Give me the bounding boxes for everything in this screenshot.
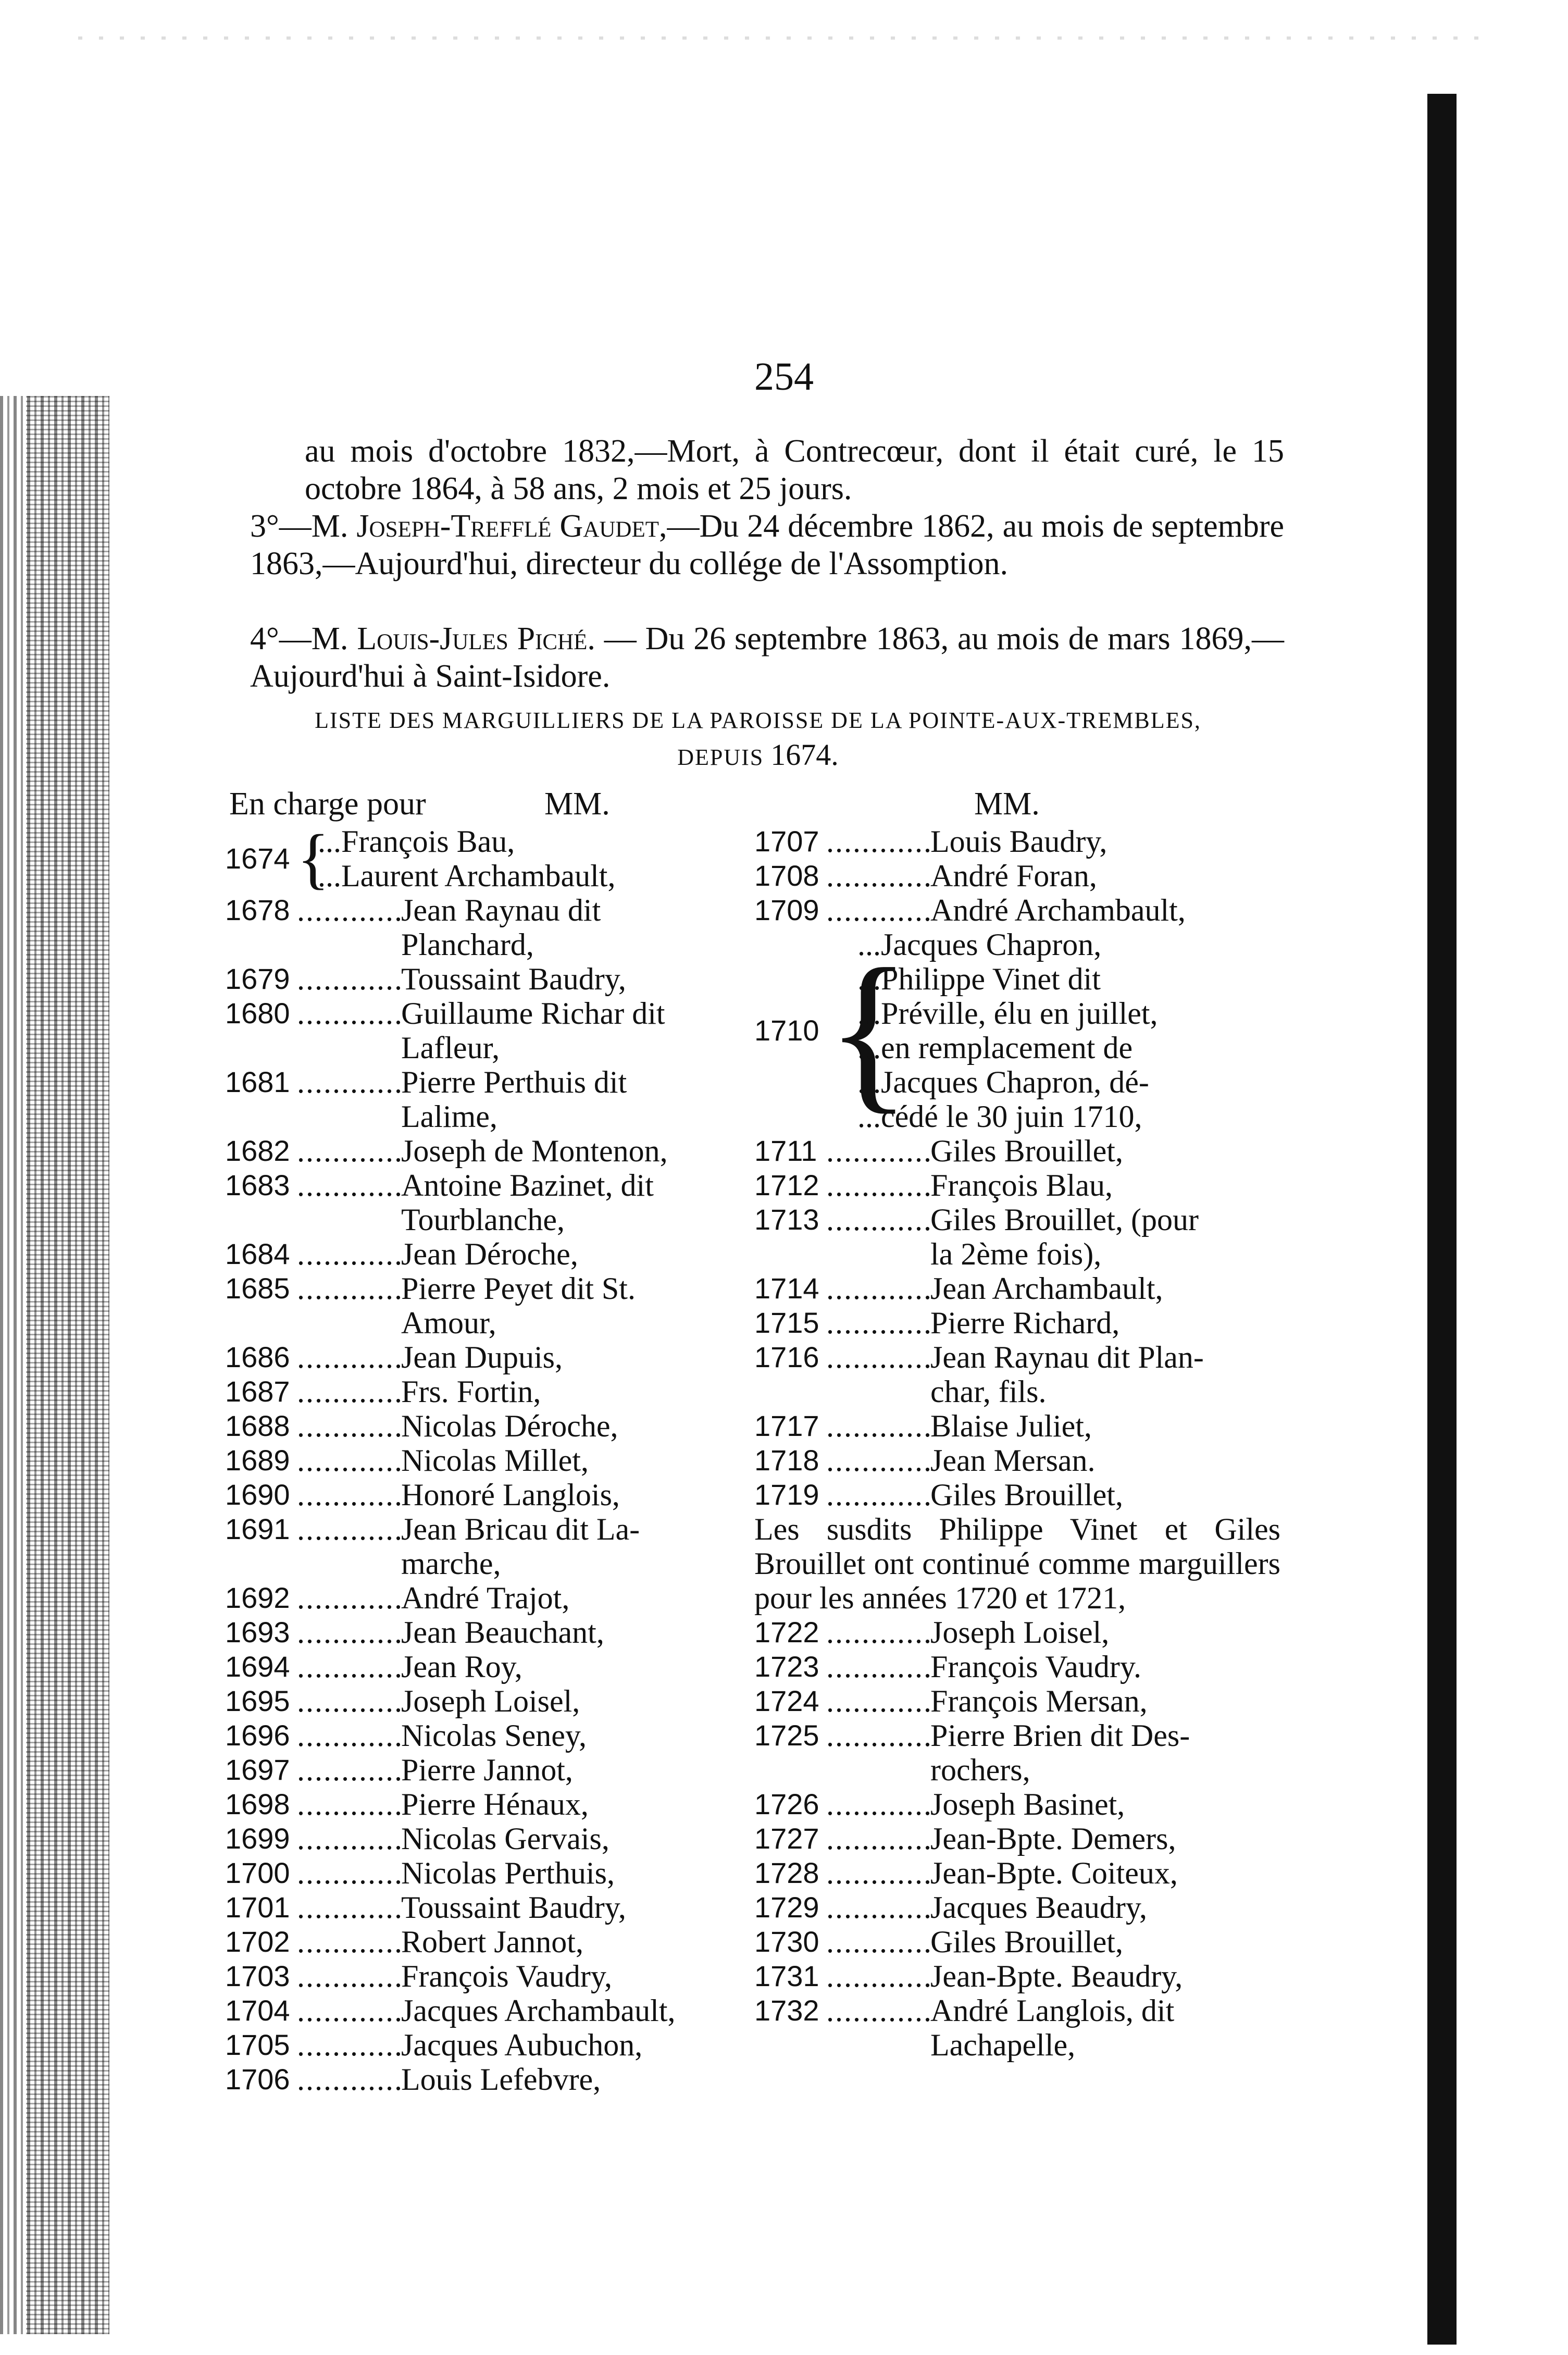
- leader-dots: [297, 1512, 401, 1546]
- ledger-name: Nicolas Gervais,: [401, 1821, 609, 1856]
- ledger-year: 1698: [225, 1788, 290, 1820]
- leader-dots: [826, 1718, 930, 1753]
- ledger-year: 1699: [225, 1822, 290, 1855]
- scan-border-left-texture: [26, 396, 109, 2334]
- right-ledger-rows-a: [754, 824, 1280, 927]
- ledger-year: 1682: [225, 1134, 290, 1167]
- ledger-name: Giles Brouillet,: [930, 1134, 1123, 1168]
- ledger-name: Jacques Beaudry,: [930, 1890, 1147, 1925]
- ledger-year: 1714: [754, 1272, 819, 1305]
- ledger-name: André Langlois, dit: [930, 1993, 1175, 2028]
- left-ledger-column: [225, 821, 798, 2097]
- ledger-name: André Trajot,: [401, 1581, 570, 1615]
- group-1710-row: ...Préville, élu en juillet,: [857, 996, 1158, 1031]
- ledger-name: Frs. Fortin,: [401, 1374, 541, 1409]
- ledger-year: 1695: [225, 1684, 290, 1717]
- ledger-row: [225, 1340, 798, 1374]
- item-4: [250, 620, 1284, 695]
- group-1710-row: ...Jacques Chapron, dé-: [857, 1065, 1149, 1099]
- ledger-name: Jean Mersan.: [930, 1443, 1096, 1478]
- group-1710-row: ...Philippe Vinet dit: [857, 962, 1101, 996]
- leader-dots: [297, 1718, 401, 1753]
- ledger-year: 1684: [225, 1237, 290, 1270]
- group-1710-row: ...en remplacement de: [857, 1031, 1133, 1065]
- group-1710: [754, 927, 1280, 1134]
- ledger-name: Toussaint Baudry,: [401, 962, 626, 996]
- ledger-row: [754, 1203, 1280, 1237]
- leader-dots: [297, 1478, 401, 1512]
- leader-dots: [297, 1134, 401, 1168]
- leader-dots: [826, 1890, 930, 1925]
- leader-dots: [826, 893, 930, 927]
- item-3-name: Joseph-Trefflé Gaudet: [356, 509, 659, 544]
- leader-dots: [297, 2062, 401, 2097]
- ledger-year: 1724: [754, 1684, 819, 1717]
- ledger-year: 1719: [754, 1478, 819, 1511]
- ledger-row: [225, 1993, 798, 2028]
- ledger-row: [225, 962, 798, 996]
- ledger-year: 1718: [754, 1444, 819, 1477]
- ledger-row: [754, 1821, 1280, 1856]
- group-1674-names: [318, 824, 798, 893]
- right-ledger-rows-c: [754, 1615, 1280, 2062]
- leader-dots: [297, 1684, 401, 1718]
- list-heading: [229, 703, 1287, 775]
- ledger-name: Joseph Loisel,: [401, 1684, 580, 1718]
- ledger-name: Nicolas Déroche,: [401, 1409, 618, 1443]
- ledger-year: 1691: [225, 1513, 290, 1545]
- list-heading-year: 1674.: [770, 738, 839, 772]
- leader-dots: [826, 1478, 930, 1512]
- ledger-row: [754, 1925, 1280, 1959]
- ledger-name: Joseph Loisel,: [930, 1615, 1110, 1650]
- leader-dots: [297, 1821, 401, 1856]
- ledger-year: 1696: [225, 1719, 290, 1752]
- ledger-year: 1707: [754, 825, 819, 858]
- ledger-year: 1729: [754, 1891, 819, 1924]
- group-1710-names: [857, 927, 1280, 1134]
- ledger-name: Pierre Peyet dit St.: [401, 1271, 636, 1306]
- ledger-row: [225, 1650, 798, 1684]
- leader-dots: [826, 1271, 930, 1306]
- ledger-name: Pierre Hénaux,: [401, 1787, 589, 1821]
- ledger-name: Louis Baudry,: [930, 824, 1107, 859]
- item-4-name: Louis-Jules Piché: [357, 621, 588, 656]
- ledger-row: [754, 1443, 1280, 1478]
- ledger-year: 1723: [754, 1650, 819, 1683]
- group-1674: [225, 821, 798, 896]
- ledger-name: Nicolas Perthuis,: [401, 1856, 615, 1890]
- leader-dots: [826, 824, 930, 859]
- ledger-name: Jean-Bpte. Demers,: [930, 1821, 1176, 1856]
- ledger-row: [754, 1134, 1280, 1168]
- ledger-row: [225, 1718, 798, 1753]
- ledger-name: François Mersan,: [930, 1684, 1148, 1718]
- ledger-year: 1694: [225, 1650, 290, 1683]
- ledger-row: [754, 1959, 1280, 1993]
- ledger-row: [754, 1168, 1280, 1203]
- scan-top-specks: [78, 36, 1485, 40]
- ledger-year: 1697: [225, 1753, 290, 1786]
- ledger-row: [754, 1890, 1280, 1925]
- ledger-year: 1730: [754, 1925, 819, 1958]
- leader-dots: [297, 1271, 401, 1306]
- leader-dots: [297, 2028, 401, 2062]
- leader-dots: [297, 996, 401, 1031]
- intro-line-1: au mois d'octobre 1832,—Mort, à Contrecœur, dont il était curé, le 15 octobre 1864, à 58 ans, 2 mois et 25 jours.: [305, 433, 1284, 506]
- list-heading-line-2: [229, 738, 1287, 775]
- right-ledger-rows-b: [754, 1134, 1280, 1512]
- leader-dots: [826, 1443, 930, 1478]
- ledger-row: [225, 1753, 798, 1787]
- ledger-year: 1726: [754, 1788, 819, 1820]
- ledger-row: [754, 859, 1280, 893]
- ledger-year: 1728: [754, 1856, 819, 1889]
- leader-dots: [297, 1443, 401, 1478]
- page-number: 254: [754, 355, 814, 399]
- ledger-name: Antoine Bazinet, dit: [401, 1168, 654, 1203]
- leader-dots: [297, 962, 401, 996]
- leader-dots: [297, 1993, 401, 2028]
- ledger-row: [225, 1821, 798, 1856]
- header-mm-left: MM.: [544, 786, 610, 822]
- ledger-name-continuation: Lachapelle,: [930, 2028, 1076, 2062]
- leader-dots: [297, 1168, 401, 1203]
- ledger-name: Joseph Basinet,: [930, 1787, 1125, 1821]
- ledger-row: [754, 1409, 1280, 1443]
- ledger-year: 1712: [754, 1169, 819, 1201]
- ledger-name: Pierre Perthuis dit: [401, 1065, 627, 1099]
- leader-dots: [826, 1203, 930, 1237]
- ledger-name: Honoré Langlois,: [401, 1478, 620, 1512]
- ledger-row: [754, 824, 1280, 859]
- ledger-year: 1731: [754, 1960, 819, 1992]
- ledger-row: [225, 1856, 798, 1890]
- ledger-row: [225, 1168, 798, 1203]
- ledger-year: 1722: [754, 1616, 819, 1648]
- ledger-name: Guillaume Richar dit: [401, 996, 665, 1031]
- ledger-row: [754, 1684, 1280, 1718]
- ledger-year: 1692: [225, 1581, 290, 1614]
- leader-dots: [826, 1340, 930, 1374]
- ledger-name-continuation: marche,: [401, 1546, 501, 1581]
- ledger-name: Pierre Jannot,: [401, 1753, 573, 1787]
- ledger-year: 1679: [225, 962, 290, 995]
- ledger-year: 1693: [225, 1616, 290, 1648]
- ledger-name: Jean Déroche,: [401, 1237, 578, 1271]
- ledger-name: Jean Beauchant,: [401, 1615, 604, 1650]
- leader-dots: [297, 1065, 401, 1099]
- ledger-year: 1690: [225, 1478, 290, 1511]
- ledger-name: Louis Lefebvre,: [401, 2062, 601, 2097]
- group-1674-row: ...Laurent Archambault,: [318, 859, 616, 893]
- ledger-row: [225, 1890, 798, 1925]
- ledger-name: Joseph de Montenon,: [401, 1134, 668, 1168]
- ledger-name: Jacques Archambault,: [401, 1993, 676, 2028]
- leader-dots: [826, 859, 930, 893]
- ledger-year: 1689: [225, 1444, 290, 1477]
- ledger-row: [225, 1409, 798, 1443]
- ledger-name: François Vaudry.: [930, 1650, 1141, 1684]
- left-ledger-rows: [225, 893, 798, 2097]
- ledger-row: [225, 1684, 798, 1718]
- ledger-row: [754, 1615, 1280, 1650]
- leader-dots: [826, 1168, 930, 1203]
- item-4-number: 4°—M.: [250, 621, 357, 656]
- ledger-note: Les susdits Philippe Vinet et Giles Brouillet ont continué comme marguillers pour les années 1720 et 1721,: [754, 1512, 1280, 1615]
- leader-dots: [826, 1959, 930, 1993]
- ledger-row: [754, 1306, 1280, 1340]
- ledger-name-continuation: Planchard,: [401, 927, 534, 962]
- ledger-name-continuation: Tourblanche,: [401, 1203, 565, 1237]
- ledger-name: Pierre Richard,: [930, 1306, 1120, 1340]
- ledger-name: Jean Raynau dit: [401, 893, 601, 927]
- ledger-name: Giles Brouillet,: [930, 1478, 1123, 1512]
- ledger-name: André Foran,: [930, 859, 1097, 893]
- ledger-name: François Vaudry,: [401, 1959, 612, 1993]
- ledger-year: 1683: [225, 1169, 290, 1201]
- ledger-year: 1681: [225, 1065, 290, 1098]
- leader-dots: [826, 1134, 930, 1168]
- leader-dots: [297, 1650, 401, 1684]
- ledger-row: [225, 1478, 798, 1512]
- ledger-row: [225, 1512, 798, 1546]
- ledger-year: 1715: [754, 1306, 819, 1339]
- item-3: [250, 507, 1284, 582]
- ledger-row: [754, 1718, 1280, 1753]
- ledger-year: 1704: [225, 1994, 290, 2027]
- ledger-row: [225, 1443, 798, 1478]
- item-3-text: ,—Du 24 décembre 1862, au mois de septembre 1863,—Aujourd'hui, directeur du collége de l'Assomption.: [250, 509, 1285, 581]
- ledger-name: Jacques Aubuchon,: [401, 2028, 643, 2062]
- leader-dots: [297, 1890, 401, 1925]
- ledger-row: [754, 1478, 1280, 1512]
- leader-dots: [826, 1409, 930, 1443]
- leader-dots: [826, 1650, 930, 1684]
- leader-dots: [826, 1684, 930, 1718]
- ledger-row: [225, 1374, 798, 1409]
- leader-dots: [297, 1237, 401, 1271]
- ledger-year: 1732: [754, 1994, 819, 2027]
- ledger-row: [754, 1856, 1280, 1890]
- ledger-year: 1708: [754, 859, 819, 892]
- ledger-name: Toussaint Baudry,: [401, 1890, 626, 1925]
- ledger-year: 1717: [754, 1409, 819, 1442]
- leader-dots: [826, 1615, 930, 1650]
- header-mm-right: MM.: [974, 786, 1040, 822]
- ledger-year: 1702: [225, 1925, 290, 1958]
- brace-1674: {: [297, 821, 330, 896]
- ledger-year: 1706: [225, 2063, 290, 2096]
- group-1674-row: ...François Bau,: [318, 824, 515, 859]
- leader-dots: [297, 1753, 401, 1787]
- ledger-year: 1713: [754, 1203, 819, 1236]
- ledger-year: 1678: [225, 894, 290, 926]
- leader-dots: [826, 1787, 930, 1821]
- leader-dots: [826, 1993, 930, 2028]
- ledger-row: [225, 1237, 798, 1271]
- group-1710-row: ...Jacques Chapron,: [857, 927, 1102, 962]
- ledger-name: Robert Jannot,: [401, 1925, 583, 1959]
- ledger-row: [754, 1650, 1280, 1684]
- ledger-name: André Archambault,: [930, 893, 1186, 927]
- ledger-name: Jean-Bpte. Coiteux,: [930, 1856, 1178, 1890]
- ledger-year: 1711: [754, 1134, 817, 1167]
- ledger-row: [225, 1581, 798, 1615]
- ledger-name: Jean Dupuis,: [401, 1340, 563, 1374]
- ledger-row: [225, 1787, 798, 1821]
- ledger-name-continuation: Lafleur,: [401, 1031, 500, 1065]
- leader-dots: [297, 893, 401, 927]
- ledger-name: Nicolas Seney,: [401, 1718, 587, 1753]
- ledger-row: [225, 1271, 798, 1306]
- ledger-name-continuation: Lalime,: [401, 1099, 497, 1134]
- ledger-row: [754, 1993, 1280, 2028]
- ledger-year: 1685: [225, 1272, 290, 1305]
- ledger-row: [225, 996, 798, 1031]
- leader-dots: [297, 1959, 401, 1993]
- leader-dots: [826, 1856, 930, 1890]
- ledger-name: Pierre Brien dit Des-: [930, 1718, 1190, 1753]
- ledger-row: [225, 1615, 798, 1650]
- ledger-row: [754, 1271, 1280, 1306]
- leader-dots: [297, 1856, 401, 1890]
- list-heading-prefix: DEPUIS: [677, 745, 771, 770]
- brace-1710: {: [826, 932, 912, 1129]
- ledger-row: [225, 2028, 798, 2062]
- ledger-year: 1727: [754, 1822, 819, 1855]
- item-4-text: . — Du 26 septembre 1863, au mois de mars 1869,—Aujourd'hui à Saint-Isidore.: [250, 621, 1284, 694]
- ledger-year: 1686: [225, 1341, 290, 1373]
- leader-dots: [297, 1615, 401, 1650]
- ledger-name-continuation: la 2ème fois),: [930, 1237, 1102, 1271]
- ledger-name: François Blau,: [930, 1168, 1113, 1203]
- ledger-name-continuation: char, fils.: [930, 1374, 1047, 1409]
- ledger-name: Giles Brouillet, (pour: [930, 1203, 1199, 1237]
- ledger-name: Jean Raynau dit Plan-: [930, 1340, 1204, 1374]
- ledger-year: 1716: [754, 1341, 819, 1373]
- ledger-year: 1688: [225, 1409, 290, 1442]
- leader-dots: [297, 1340, 401, 1374]
- ledger-name: Jean Bricau dit La-: [401, 1512, 640, 1546]
- year-1674: 1674: [225, 842, 290, 875]
- ledger-name-continuation: rochers,: [930, 1753, 1030, 1787]
- ledger-year: 1701: [225, 1891, 290, 1924]
- ledger-year: 1725: [754, 1719, 819, 1752]
- ledger-name: Jean Roy,: [401, 1650, 522, 1684]
- leader-dots: [297, 1787, 401, 1821]
- ledger-name-continuation: Amour,: [401, 1306, 496, 1340]
- right-ledger-column: [754, 824, 1280, 2062]
- list-heading-line-1: LISTE DES MARGUILLIERS DE LA PAROISSE DE LA POINTE-AUX-TREMBLES,: [315, 708, 1201, 733]
- ledger-row: [225, 2062, 798, 2097]
- ledger-row: [225, 1959, 798, 1993]
- scan-border-right: [1427, 94, 1457, 2345]
- ledger-year: 1687: [225, 1375, 290, 1408]
- ledger-row: [754, 1787, 1280, 1821]
- group-1710-row: ...cédé le 30 juin 1710,: [857, 1099, 1142, 1134]
- leader-dots: [297, 1925, 401, 1959]
- leader-dots: [297, 1581, 401, 1615]
- ledger-row: [754, 1340, 1280, 1374]
- leader-dots: [297, 1374, 401, 1409]
- year-1710: 1710: [754, 1014, 819, 1047]
- leader-dots: [297, 1409, 401, 1443]
- header-en-charge: En charge pour: [229, 786, 426, 822]
- ledger-row: [225, 1134, 798, 1168]
- leader-dots: [826, 1821, 930, 1856]
- leader-dots: [826, 1306, 930, 1340]
- ledger-name: Blaise Juliet,: [930, 1409, 1092, 1443]
- ledger-row: [225, 1925, 798, 1959]
- ledger-row: [225, 1065, 798, 1099]
- ledger-name: Giles Brouillet,: [930, 1925, 1123, 1959]
- item-3-number: 3°—M.: [250, 509, 357, 544]
- ledger-year: 1705: [225, 2028, 290, 2061]
- ledger-year: 1680: [225, 997, 290, 1030]
- ledger-year: 1703: [225, 1960, 290, 1992]
- ledger-name: Nicolas Millet,: [401, 1443, 589, 1478]
- leader-dots: [826, 1925, 930, 1959]
- ledger-year: 1700: [225, 1856, 290, 1889]
- ledger-name: Jean Archambault,: [930, 1271, 1163, 1306]
- ledger-row: [754, 893, 1280, 927]
- intro-paragraph-1: [305, 432, 1284, 507]
- ledger-row: [225, 893, 798, 927]
- ledger-year: 1709: [754, 894, 819, 926]
- ledger-name: Jean-Bpte. Beaudry,: [930, 1959, 1183, 1993]
